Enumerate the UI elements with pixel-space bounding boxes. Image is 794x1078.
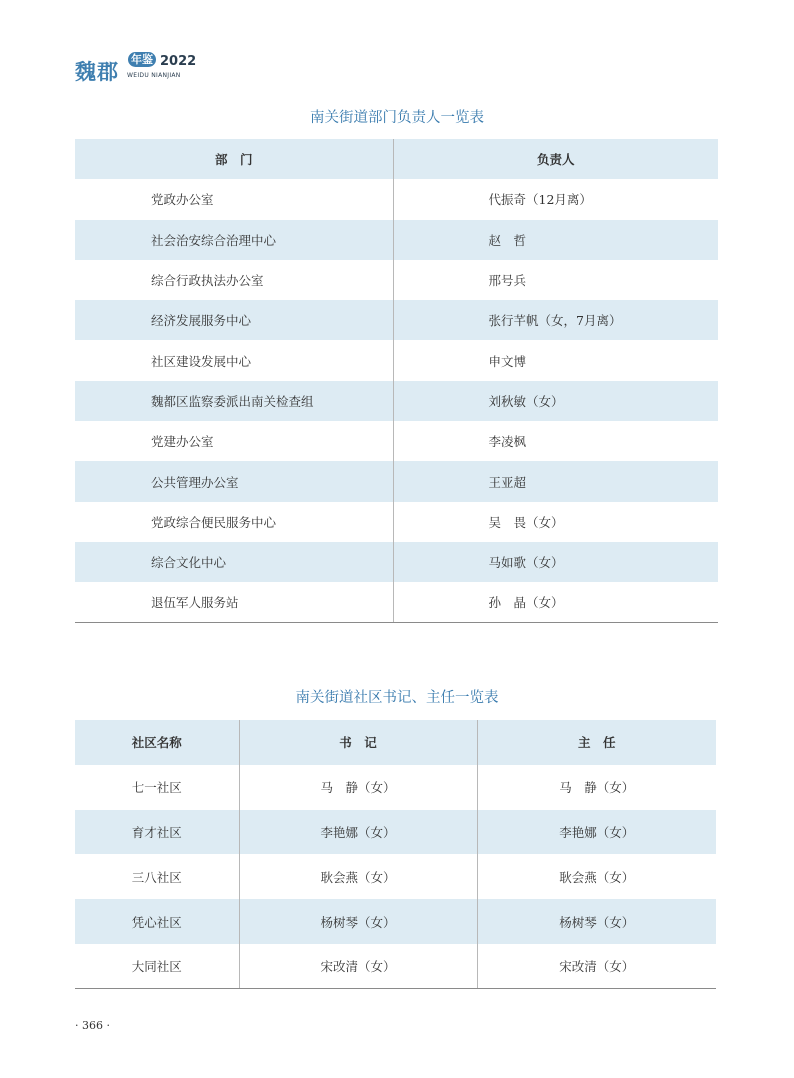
dept-header-department: 部 门 [75,139,393,179]
table-row [75,381,718,421]
director-cell: 宋改清（女） [477,944,716,989]
table-row [75,899,716,944]
secretary-cell: 杨树琴（女） [239,899,477,944]
leader-cell: 邢号兵 [393,260,718,300]
community-table-header-row [75,720,716,765]
dept-header-leader: 负责人 [393,139,718,179]
table-row [75,461,718,501]
table-row [75,944,716,989]
leader-cell: 申文博 [393,340,718,380]
table-row [75,421,718,461]
table-row [75,542,718,582]
table-row [75,340,718,380]
table-row [75,179,718,219]
secretary-cell: 马 静（女） [239,765,477,810]
community-leaders-table [75,720,716,989]
department-cell: 公共管理办公室 [75,461,393,501]
logo-subtitle: WEIDU NIANJIAN [127,72,181,79]
leader-cell: 代振奇（12月离） [393,179,718,219]
community-header-secretary: 书 记 [239,720,477,765]
department-cell: 党政综合便民服务中心 [151,514,277,530]
leader-cell: 刘秋敏（女） [393,381,718,421]
leader-cell: 孙 晶（女） [393,582,718,622]
community-name-cell: 育才社区 [75,810,239,855]
dept-leaders-table [75,139,718,623]
department-cell: 退伍军人服务站 [75,582,393,622]
leader-cell: 王亚超 [393,461,718,501]
leader-cell: 赵 哲 [393,220,718,260]
director-cell: 李艳娜（女） [477,810,716,855]
table-row [75,220,718,260]
secretary-cell: 宋改清（女） [239,944,477,989]
table-row [75,765,716,810]
director-cell: 耿会燕（女） [477,854,716,899]
department-cell: 魏都区监察委派出南关检查组 [75,381,393,421]
department-cell: 社区建设发展中心 [151,353,252,369]
director-cell: 马 静（女） [477,765,716,810]
community-name-cell: 七一社区 [131,780,182,796]
leader-cell: 李凌枫 [393,421,718,461]
dept-table-header-row [75,139,718,179]
community-name-cell: 大同社区 [75,944,239,989]
logo-wordmark: 魏郡 [75,59,119,84]
community-name-cell: 三八社区 [131,869,182,885]
leader-cell: 张行芊帆（女，7月离） [393,300,718,340]
dept-table-title: 南关街道部门负责人一览表 [310,110,484,126]
department-cell: 社会治安综合治理中心 [75,220,393,260]
table-row [75,810,716,855]
community-header-name: 社区名称 [75,720,239,765]
table-row [75,854,716,899]
department-cell: 综合文化中心 [75,542,393,582]
table-row [75,300,718,340]
secretary-cell: 李艳娜（女） [239,810,477,855]
page-number: · 366 · [75,1019,110,1032]
table-row [75,582,718,622]
community-header-director: 主 任 [477,720,716,765]
department-cell: 经济发展服务中心 [75,300,393,340]
secretary-cell: 耿会燕（女） [239,854,477,899]
leader-cell: 吴 畏（女） [393,502,718,542]
department-cell: 党建办公室 [151,434,214,450]
director-cell: 杨树琴（女） [477,899,716,944]
table-row [75,502,718,542]
logo-year: 2022 [160,54,197,69]
leader-cell: 马如歌（女） [393,542,718,582]
community-table-title: 南关街道社区书记、主任一览表 [295,690,499,706]
community-name-cell: 凭心社区 [75,899,239,944]
department-cell: 综合行政执法办公室 [151,273,264,289]
department-cell: 党政办公室 [151,192,214,208]
table-row [75,260,718,300]
logo-badge: 年鉴 [128,52,156,67]
